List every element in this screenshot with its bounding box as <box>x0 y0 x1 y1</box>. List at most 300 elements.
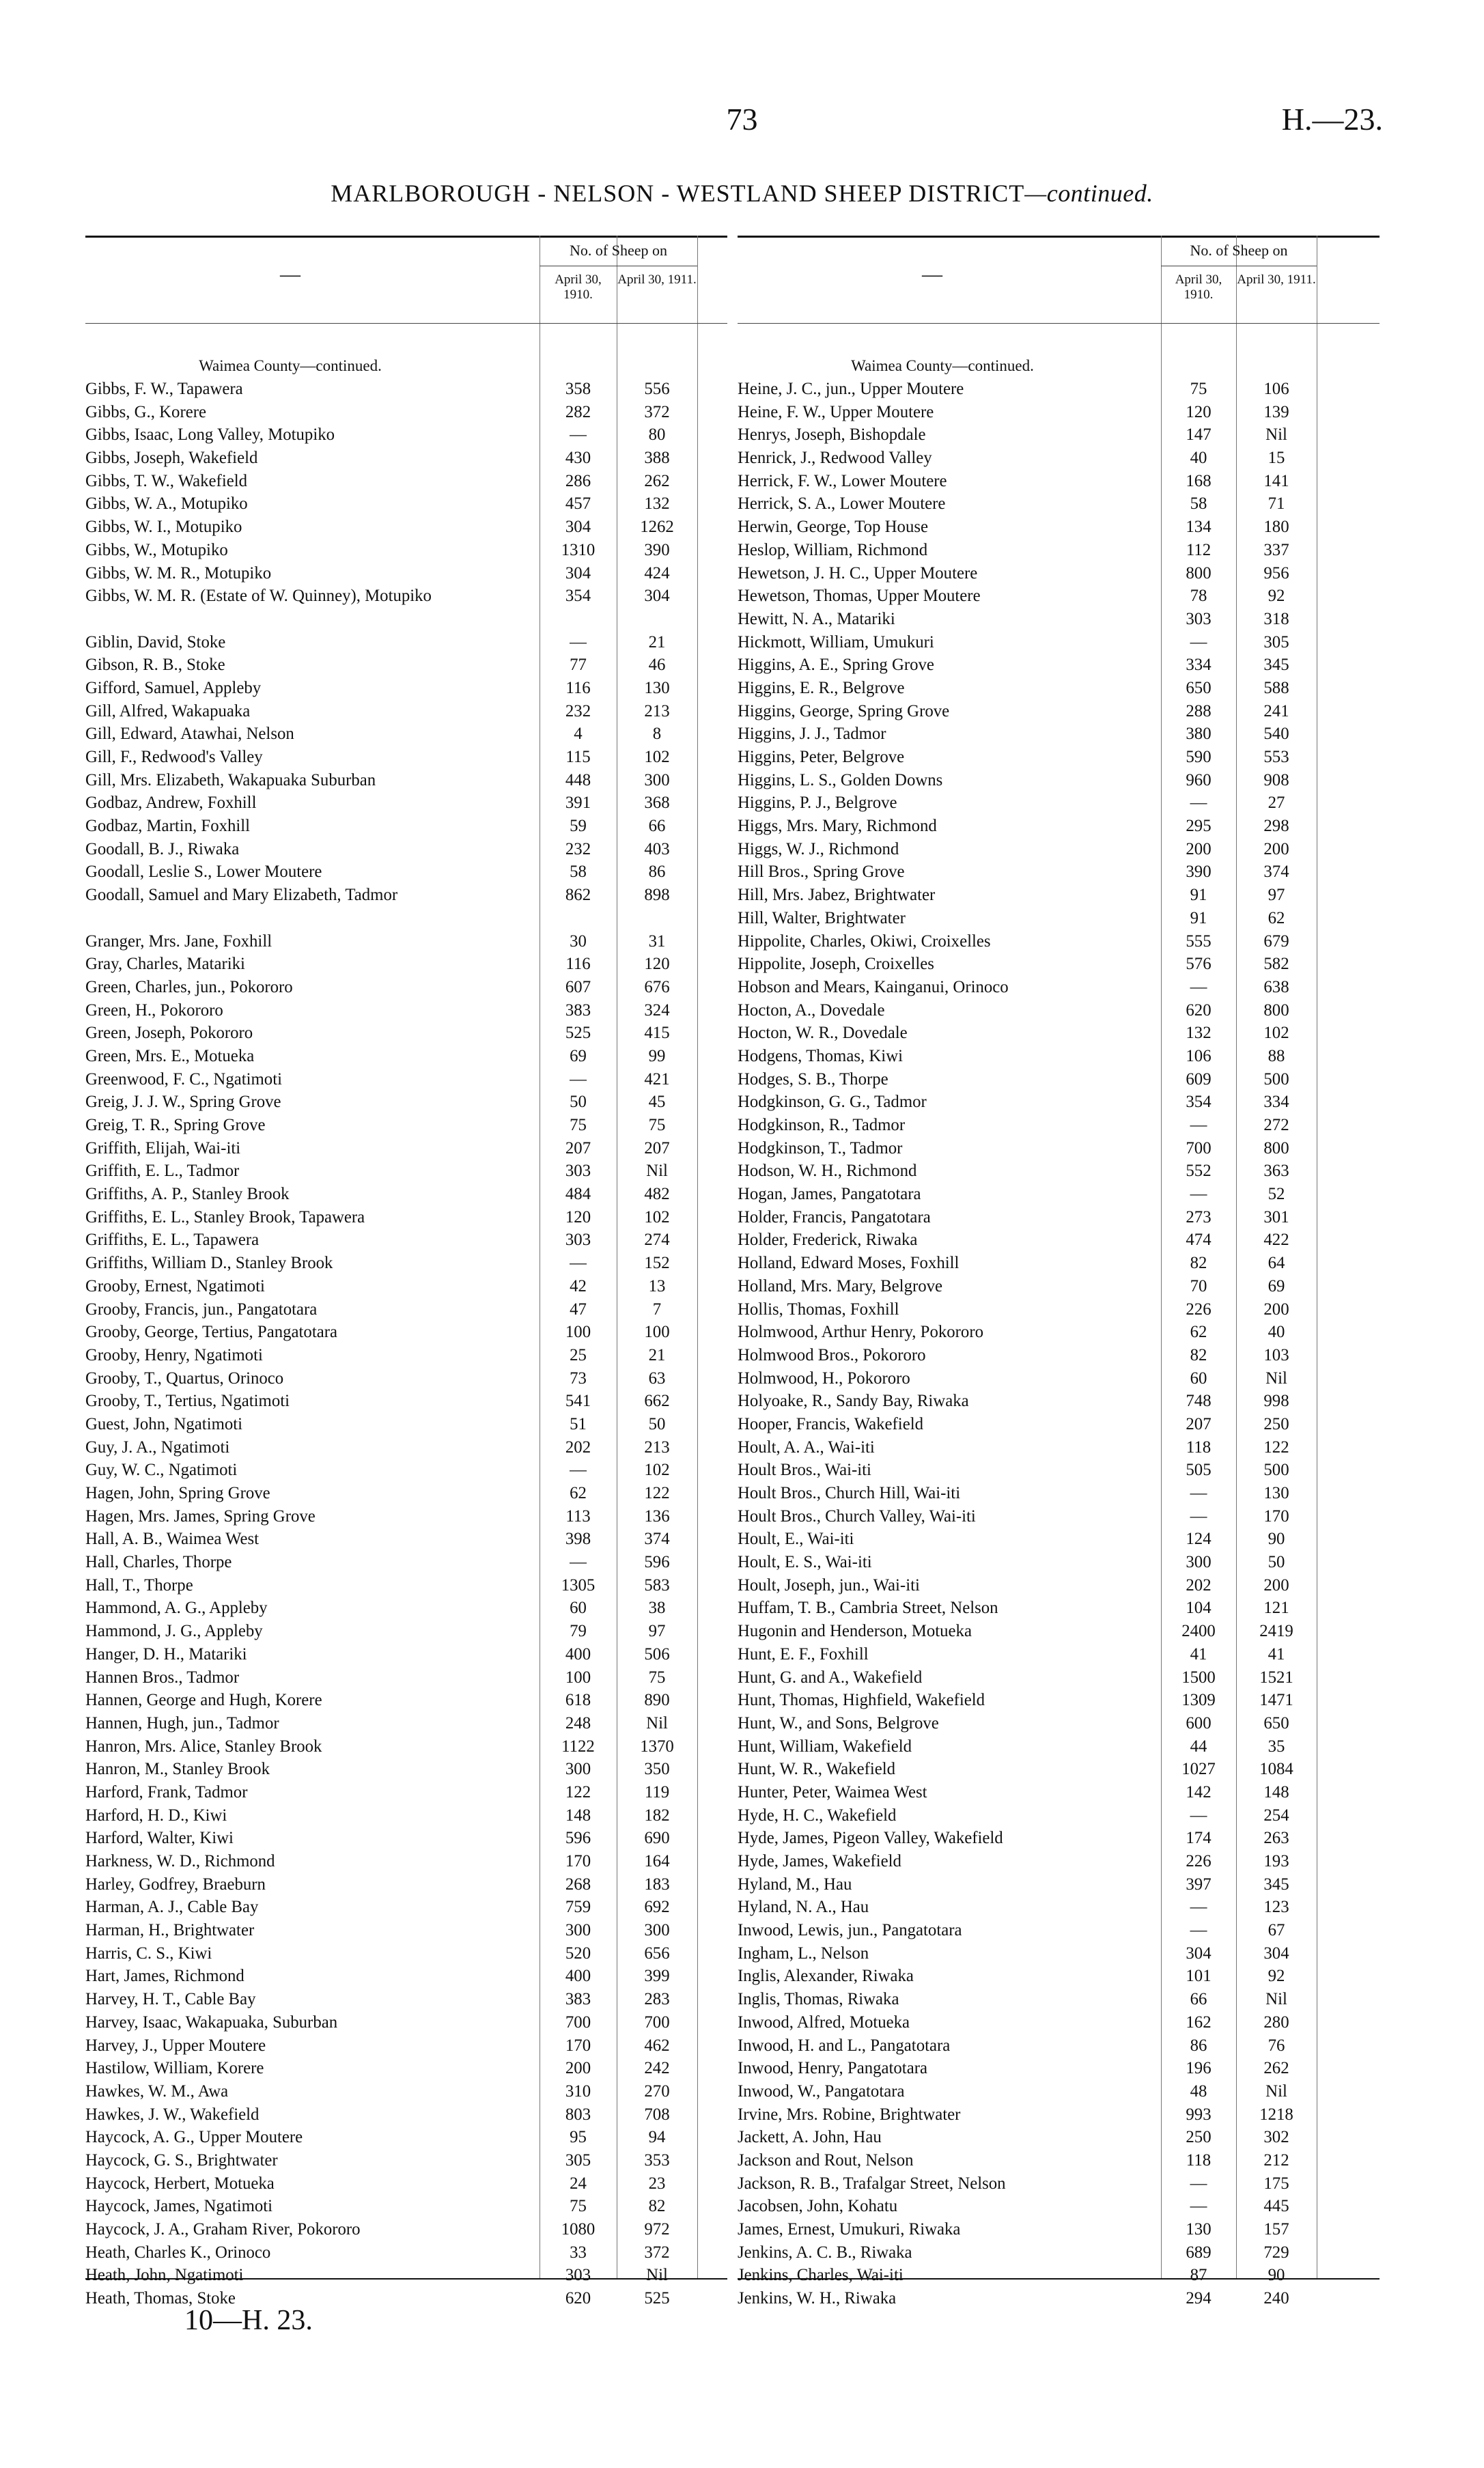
sheep-1910: 555 <box>1186 931 1212 951</box>
owner-name: Gill, Mrs. Elizabeth, Wakapuaka Suburban <box>85 770 376 789</box>
owner-name: Hoult, E., Wai-iti <box>738 1530 854 1549</box>
table-row <box>738 1735 1380 1758</box>
owner-name: Griffiths, William D., Stanley Brook <box>85 1254 333 1273</box>
owner-name: Hall, A. B., Waimea West <box>85 1530 260 1549</box>
table-row <box>738 2149 1380 2172</box>
table-row <box>738 1068 1380 1091</box>
sheep-1911: 120 <box>644 955 670 974</box>
table-row <box>85 1068 727 1091</box>
sheep-1910: 596 <box>565 1829 591 1848</box>
owner-name: Goodall, Leslie S., Lower Moutere <box>85 863 322 882</box>
table-row <box>85 1873 727 1896</box>
table-row <box>738 447 1380 470</box>
table-row <box>85 700 727 723</box>
sheep-1910: 77 <box>570 656 587 675</box>
sheep-1910: 618 <box>565 1691 591 1710</box>
table-row <box>738 1390 1380 1413</box>
table-row <box>738 1528 1380 1551</box>
sheep-1911: 972 <box>644 2220 670 2239</box>
owner-name: Hippolite, Joseph, Croixelles <box>738 955 934 974</box>
table-body <box>85 378 727 2310</box>
owner-name: Inwood, H. and L., Pangatotara <box>738 2036 951 2055</box>
owner-name: Hannen, Hugh, jun., Tadmor <box>85 1713 279 1733</box>
sheep-1911: 800 <box>1263 1000 1289 1020</box>
owner-name: Gibbs, T. W., Wakefield <box>85 471 247 490</box>
sheep-1911: 300 <box>644 770 670 789</box>
owner-name: Greig, T. R., Spring Grove <box>85 1116 266 1135</box>
sheep-1910: 226 <box>1186 1852 1212 1870</box>
sheep-1910: 78 <box>1190 587 1207 606</box>
table-row <box>738 1298 1380 1321</box>
sheep-1911: 596 <box>644 1553 670 1572</box>
sheep-1911: 708 <box>644 2105 670 2124</box>
sheep-1910: 134 <box>1186 518 1212 537</box>
owner-name: Gill, F., Redwood's Valley <box>85 748 263 767</box>
sheep-1911: 94 <box>648 2128 666 2147</box>
table-row <box>738 1045 1380 1068</box>
owner-name: Heine, J. C., jun., Upper Moutere <box>738 380 964 398</box>
sheep-1911: 662 <box>644 1392 670 1411</box>
sheep-1911: 121 <box>1263 1599 1289 1618</box>
owner-name: Harvey, H. T., Cable Bay <box>85 1990 256 2009</box>
table-row <box>85 838 727 861</box>
sheep-1910: 69 <box>570 1046 587 1065</box>
owner-name: Hyland, M., Hau <box>738 1875 852 1894</box>
owner-name: Hewetson, J. H. C., Upper Moutere <box>738 563 978 583</box>
sheep-1911: 182 <box>644 1806 670 1825</box>
table-row <box>85 378 727 401</box>
sheep-1910: 113 <box>565 1506 591 1526</box>
sheep-1911: 62 <box>1268 908 1285 927</box>
table-row <box>85 1229 727 1252</box>
table-row <box>85 1137 727 1160</box>
sheep-1910: 457 <box>565 494 591 514</box>
sheep-1911: 638 <box>1263 977 1289 996</box>
table-row <box>738 999 1380 1022</box>
sheep-1910: 520 <box>565 1944 591 1963</box>
table-row <box>85 1091 727 1114</box>
owner-name: Hodgkinson, R., Tadmor <box>738 1116 906 1134</box>
sheep-1911: 800 <box>1263 1138 1289 1158</box>
sheep-1911: 67 <box>1268 1921 1285 1940</box>
sheep-1911: 157 <box>1263 2220 1289 2239</box>
sheep-1911: 300 <box>644 1921 670 1940</box>
sheep-1910: 44 <box>1190 1737 1207 1756</box>
sheep-1911: 46 <box>648 656 666 675</box>
table-row <box>738 1229 1380 1252</box>
table-row <box>738 2287 1380 2310</box>
owner-name: Hoult, Joseph, jun., Wai-iti <box>738 1575 920 1595</box>
owner-name: Guy, J. A., Ngatimoti <box>85 1438 230 1457</box>
sheep-1911: 304 <box>644 587 670 606</box>
sheep-1910: 700 <box>565 2013 591 2032</box>
sheep-1911: 170 <box>1263 1506 1289 1526</box>
sheep-1910: 380 <box>1186 725 1212 744</box>
sheep-1910: 400 <box>565 1644 591 1664</box>
sheep-1911: 998 <box>1263 1392 1289 1411</box>
owner-name: Hunt, G. and A., Wakefield <box>738 1668 923 1687</box>
owner-name: Herwin, George, Top House <box>738 518 929 537</box>
sheep-1911: 363 <box>1263 1162 1289 1181</box>
table-row <box>85 631 727 654</box>
sheep-1911: 424 <box>644 563 670 583</box>
sheep-1910: 33 <box>570 2243 587 2262</box>
sheep-1910: 132 <box>1186 1024 1212 1043</box>
sheep-1911: 213 <box>644 701 670 720</box>
sheep-1911: 304 <box>1263 1944 1289 1963</box>
owner-name: Gifford, Samuel, Appleby <box>85 678 262 697</box>
sheep-1911: 506 <box>644 1644 670 1664</box>
sheep-1911: 421 <box>644 1069 670 1089</box>
sheep-1910: 100 <box>565 1323 591 1342</box>
sheep-1910: 162 <box>1186 2013 1212 2032</box>
owner-name: Grooby, George, Tertius, Pangatotara <box>85 1323 337 1342</box>
sheep-1910: 288 <box>1186 701 1212 720</box>
sheep-1910: 58 <box>570 863 587 882</box>
sheep-1911: 99 <box>648 1046 666 1065</box>
table-row <box>85 470 727 493</box>
table-row <box>738 1620 1380 1643</box>
sheep-1910: 334 <box>1186 656 1212 675</box>
sheep-1911: 132 <box>644 494 670 514</box>
table-row <box>85 2195 727 2218</box>
owner-name: Hyland, N. A., Hau <box>738 1898 869 1917</box>
sheep-1911: 525 <box>644 2289 670 2308</box>
owner-name: Higgins, P. J., Belgrove <box>738 794 897 813</box>
table-row <box>738 1114 1380 1137</box>
owner-name: Gibbs, W. A., Motupiko <box>85 494 248 514</box>
sheep-1910: 1080 <box>561 2220 596 2239</box>
document-reference: H.—23. <box>1281 102 1383 137</box>
sheep-1910: 600 <box>1186 1713 1212 1733</box>
sheep-1911: 130 <box>644 678 670 697</box>
table-row <box>738 1781 1380 1804</box>
owner-name: Hooper, Francis, Wakefield <box>738 1414 923 1433</box>
sheep-1910: 993 <box>1186 2105 1212 2124</box>
table-row <box>85 746 727 769</box>
table-row <box>85 1252 727 1275</box>
sheep-1911: 76 <box>1268 2036 1285 2055</box>
sheep-1910: — <box>1190 1185 1207 1204</box>
sheep-1910: 118 <box>1186 1438 1212 1457</box>
table-row <box>738 1850 1380 1873</box>
table-row <box>85 677 727 700</box>
sheep-1910: 75 <box>1190 380 1207 398</box>
sheep-1910: 70 <box>1190 1276 1207 1295</box>
sheep-1910: 484 <box>565 1185 591 1204</box>
table-row <box>738 723 1380 746</box>
sheep-1910: 24 <box>570 2174 587 2193</box>
owner-name: Goodall, Samuel and Mary Elizabeth, Tadmor <box>85 886 398 905</box>
sheep-1910: 95 <box>570 2128 587 2147</box>
table-row <box>738 1022 1380 1045</box>
sheep-1911: 388 <box>644 449 670 468</box>
sheep-1911: 305 <box>1263 632 1289 651</box>
sheep-1910: 448 <box>565 770 591 789</box>
table-row <box>85 1528 727 1551</box>
table-row <box>738 654 1380 677</box>
owner-name: Haycock, James, Ngatimoti <box>85 2197 273 2216</box>
owner-name: Gibbs, W., Motupiko <box>85 540 228 559</box>
table-header <box>738 236 1380 324</box>
sheep-1910: — <box>1190 2197 1207 2216</box>
owner-name: Ingham, L., Nelson <box>738 1944 869 1963</box>
table-row <box>738 1436 1380 1459</box>
table-row <box>85 2241 727 2264</box>
owner-name: Godbaz, Andrew, Foxhill <box>85 794 257 813</box>
owner-name: Holmwood, Arthur Henry, Pokororo <box>738 1323 983 1342</box>
sheep-1910: 202 <box>1186 1575 1212 1595</box>
table-body <box>738 378 1380 2310</box>
owner-name: Hickmott, William, Umukuri <box>738 632 934 651</box>
sheep-1910: 170 <box>565 1852 591 1871</box>
table-row <box>85 1505 727 1528</box>
owner-name: Hill, Walter, Brightwater <box>738 908 906 927</box>
table-row <box>738 1574 1380 1597</box>
owner-name: Jenkins, W. H., Riwaka <box>738 2289 897 2308</box>
sheep-1911: 21 <box>648 632 666 651</box>
sheep-1910: 91 <box>1190 886 1207 905</box>
owner-name: Hoult Bros., Church Hill, Wai-iti <box>738 1484 961 1502</box>
sheep-1910: — <box>1190 1921 1207 1940</box>
sheep-1910: 118 <box>1186 2150 1212 2170</box>
table-row <box>85 723 727 746</box>
table-row <box>738 1827 1380 1850</box>
table-row <box>85 1344 727 1367</box>
footer-signature: 10—H. 23. <box>184 2305 313 2336</box>
table-row <box>85 976 727 999</box>
sheep-1911: 122 <box>644 1484 670 1503</box>
table-row <box>738 1321 1380 1344</box>
sheep-1910: 142 <box>1186 1782 1212 1801</box>
header-col-1910: April 30, 1910. <box>1175 272 1222 302</box>
table-row <box>85 2080 727 2103</box>
sheep-1910: 148 <box>565 1806 591 1825</box>
sheep-1911: 123 <box>1263 1898 1289 1917</box>
table-row <box>85 1827 727 1850</box>
table-row <box>738 2103 1380 2127</box>
owner-name: Gibson, R. B., Stoke <box>85 656 225 675</box>
header-group-title: No. of Sheep on <box>1161 236 1317 266</box>
sheep-1911: 270 <box>644 2081 670 2101</box>
owner-name: Heslop, William, Richmond <box>738 540 928 559</box>
sheep-1911: 102 <box>644 1461 670 1480</box>
owner-name: Grooby, Ernest, Ngatimoti <box>85 1276 265 1295</box>
sheep-1911: 38 <box>648 1599 666 1618</box>
table-row <box>738 1804 1380 1827</box>
table-row <box>85 2034 727 2058</box>
sheep-1911: 82 <box>648 2197 666 2216</box>
sheep-1911: 130 <box>1263 1484 1289 1502</box>
sheep-1911: 1218 <box>1259 2105 1293 2124</box>
sheep-1911: 556 <box>644 380 670 398</box>
sheep-1910: 650 <box>1186 678 1212 697</box>
owner-name: Haycock, J. A., Graham River, Pokororo <box>85 2220 361 2239</box>
sheep-1911: 692 <box>644 1898 670 1917</box>
table-row <box>85 2126 727 2149</box>
owner-name: Hodgkinson, G. G., Tadmor <box>738 1093 927 1112</box>
table-row <box>85 953 727 976</box>
sheep-1910: 124 <box>1186 1530 1212 1549</box>
owner-name: Hunter, Peter, Waimea West <box>738 1782 927 1801</box>
table-row <box>738 492 1380 516</box>
owner-name: Hall, T., Thorpe <box>85 1575 193 1595</box>
owner-name: Hodges, S. B., Thorpe <box>738 1069 888 1089</box>
sheep-1910: — <box>1190 1484 1207 1502</box>
sheep-1910: 50 <box>570 1093 587 1112</box>
table-row <box>738 1758 1380 1781</box>
sheep-1911: 650 <box>1263 1713 1289 1733</box>
header-group <box>1161 236 1317 323</box>
owner-name: Inwood, W., Pangatotara <box>738 2081 905 2101</box>
sheep-1911: 372 <box>644 402 670 421</box>
sheep-1910: 689 <box>1186 2243 1212 2262</box>
sheep-1910: 42 <box>570 1276 587 1295</box>
sheep-1911: Nil <box>1265 1990 1287 2009</box>
owner-name: Holmwood, H., Pokororo <box>738 1369 910 1388</box>
owner-name: Hammond, J. G., Appleby <box>85 1622 263 1641</box>
owner-name: Grooby, Henry, Ngatimoti <box>85 1345 263 1364</box>
owner-name: Green, Charles, jun., Pokororo <box>85 977 293 996</box>
owner-name: Heine, F. W., Upper Moutere <box>738 402 934 421</box>
table-row <box>738 1689 1380 1712</box>
table-row <box>85 1919 727 1942</box>
sheep-1910: 41 <box>1190 1644 1207 1664</box>
sheep-1911: 582 <box>1263 955 1289 974</box>
table-row <box>738 1183 1380 1206</box>
sheep-1911: 280 <box>1263 2013 1289 2032</box>
table-row <box>738 2034 1380 2058</box>
owner-name: Hoult, A. A., Wai-iti <box>738 1438 875 1457</box>
owner-name: Hanron, Mrs. Alice, Stanley Brook <box>85 1737 322 1756</box>
title-continued: —continued. <box>1024 180 1153 207</box>
sheep-1911: 301 <box>1263 1207 1289 1226</box>
sheep-1910: 525 <box>565 1024 591 1043</box>
sheep-1910: 47 <box>570 1300 587 1319</box>
table-row <box>85 1367 727 1390</box>
table-row <box>738 2195 1380 2218</box>
table-row <box>85 447 727 470</box>
owner-name: Hill Bros., Spring Grove <box>738 863 905 882</box>
owner-name: Hocton, W. R., Dovedale <box>738 1024 908 1043</box>
sheep-1910: 120 <box>565 1207 591 1226</box>
table-row <box>738 1551 1380 1574</box>
section-heading: Waimea County—continued. <box>851 357 1034 374</box>
sheep-1911: 263 <box>1263 1829 1289 1848</box>
table-row <box>738 1896 1380 1919</box>
table-row <box>85 1666 727 1689</box>
table-row <box>738 2011 1380 2034</box>
sheep-1911: 676 <box>644 977 670 996</box>
sheep-1910: 196 <box>1186 2059 1212 2078</box>
owner-name: Green, Joseph, Pokororo <box>85 1024 253 1043</box>
sheep-1911: 445 <box>1263 2197 1289 2216</box>
sheep-1911: 180 <box>1263 518 1289 537</box>
sheep-1911: 90 <box>1268 1530 1285 1549</box>
sheep-1910: 51 <box>570 1414 587 1433</box>
sheep-1911: 102 <box>1263 1024 1289 1043</box>
owner-name: Herrick, S. A., Lower Moutere <box>738 494 946 514</box>
table-row <box>85 1551 727 1574</box>
owner-name: Higgs, W. J., Richmond <box>738 839 899 858</box>
sheep-1910: 73 <box>570 1369 587 1388</box>
table-row <box>85 1574 727 1597</box>
table-row <box>85 999 727 1022</box>
sheep-1910: 303 <box>565 2266 591 2285</box>
sheep-1910: 286 <box>565 471 591 490</box>
sheep-1911: 40 <box>1268 1323 1285 1342</box>
owner-name: Griffith, Elijah, Wai-iti <box>85 1138 241 1158</box>
sheep-1910: 1305 <box>561 1575 596 1595</box>
table-row <box>85 1022 727 1045</box>
sheep-1911: 207 <box>644 1138 670 1158</box>
table-row <box>85 2057 727 2080</box>
table-row <box>85 1643 727 1666</box>
owner-name: Haycock, A. G., Upper Moutere <box>85 2128 303 2147</box>
sheep-1910: 87 <box>1190 2266 1207 2285</box>
owner-name: Granger, Mrs. Jane, Foxhill <box>85 931 272 951</box>
owner-name: Greenwood, F. C., Ngatimoti <box>85 1069 282 1089</box>
sheep-1910: 82 <box>1190 1254 1207 1273</box>
table-row <box>738 1413 1380 1436</box>
table-row <box>738 815 1380 838</box>
sheep-1911: 175 <box>1263 2174 1289 2193</box>
sheep-1910: 207 <box>1186 1414 1212 1433</box>
table-row <box>85 1298 727 1321</box>
owner-name: Griffiths, E. L., Tapawera <box>85 1231 260 1250</box>
owner-name: Hannen, George and Hugh, Korere <box>85 1691 322 1710</box>
sheep-1911: 345 <box>1263 1875 1289 1894</box>
sheep-1911: 27 <box>1268 794 1285 813</box>
sheep-1910: 303 <box>565 1162 591 1181</box>
sheep-1911: 415 <box>644 1024 670 1043</box>
table-row <box>738 1091 1380 1114</box>
table-row <box>85 423 727 447</box>
sheep-1911: 193 <box>1263 1852 1289 1870</box>
owner-name: Hanron, M., Stanley Brook <box>85 1760 270 1779</box>
table-row <box>738 1505 1380 1528</box>
owner-name: Higgins, Peter, Belgrove <box>738 748 905 766</box>
table-row <box>85 2264 727 2287</box>
table-row <box>85 1758 727 1781</box>
owner-name: Hannen Bros., Tadmor <box>85 1668 240 1687</box>
owner-name: Jenkins, Charles, Wai-iti <box>738 2266 904 2285</box>
table-row <box>85 1206 727 1229</box>
owner-name: Inwood, Alfred, Motueka <box>738 2013 910 2032</box>
sheep-1910: 122 <box>565 1782 591 1801</box>
owner-name: Hewitt, N. A., Matariki <box>738 609 895 628</box>
owner-name: Hollis, Thomas, Foxhill <box>738 1300 899 1319</box>
owner-name: Holyoake, R., Sandy Bay, Riwaka <box>738 1392 969 1411</box>
sheep-1911: 63 <box>648 1369 666 1388</box>
owner-name: Hawkes, J. W., Wakefield <box>85 2105 260 2124</box>
header-col-1910: April 30, 1910. <box>555 272 602 302</box>
owner-name: Higgins, J. J., Tadmor <box>738 725 886 744</box>
owner-name: Gibbs, G., Korere <box>85 402 206 421</box>
sheep-1911: 64 <box>1268 1254 1285 1273</box>
owner-name: Hodgkinson, T., Tadmor <box>738 1138 903 1158</box>
owner-name: Hewetson, Thomas, Upper Moutere <box>738 587 981 606</box>
sheep-1911: 75 <box>648 1668 666 1687</box>
sheep-1910: 300 <box>1186 1553 1212 1572</box>
owner-name: Harris, C. S., Kiwi <box>85 1944 212 1963</box>
owner-name: Hall, Charles, Thorpe <box>85 1553 232 1572</box>
sheep-1910: 232 <box>565 839 591 858</box>
sheep-1910: 106 <box>1186 1046 1212 1065</box>
table-row <box>85 539 727 562</box>
owner-name: Hodgens, Thomas, Kiwi <box>738 1046 903 1065</box>
owner-name: Griffiths, E. L., Stanley Brook, Tapawera <box>85 1207 365 1226</box>
